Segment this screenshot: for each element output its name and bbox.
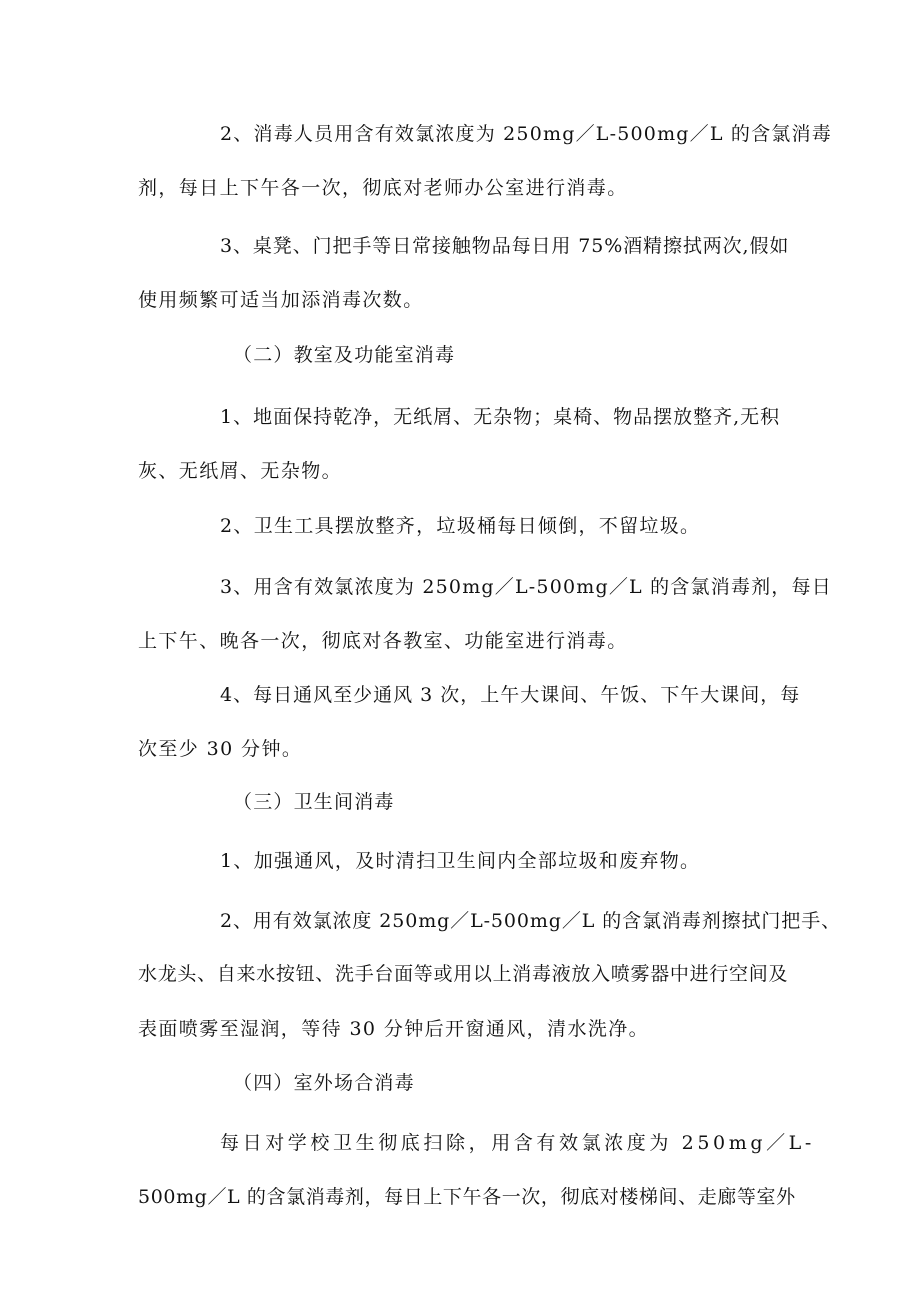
section-heading: （四）室外场合消毒 — [233, 1072, 415, 1094]
paragraph-line: 灰、无纸屑、无杂物。 — [138, 460, 343, 482]
paragraph-line: 表面喷雾至湿润，等待 30 分钟后开窗通风，清水洗净。 — [138, 1018, 650, 1040]
paragraph-line: 2、卫生工具摆放整齐，垃圾桶每日倾倒，不留垃圾。 — [220, 515, 701, 537]
section-heading: （二）教室及功能室消毒 — [233, 344, 456, 366]
paragraph-line: 4、每日通风至少通风 3 次，上午大课间、午饭、下午大课间，每 — [220, 684, 801, 706]
paragraph-line: 次至少 30 分钟。 — [138, 738, 303, 760]
paragraph-line: 500mg／L 的含氯消毒剂，每日上下午各一次，彻底对楼梯间、走廊等室外 — [138, 1186, 796, 1208]
paragraph-line: 水龙头、自来水按钮、洗手台面等或用以上消毒液放入喷雾器中进行空间及 — [138, 963, 789, 985]
paragraph-line: 使用频繁可适当加添消毒次数。 — [138, 289, 424, 311]
paragraph-line: 1、加强通风，及时清扫卫生间内全部垃圾和废弃物。 — [220, 850, 701, 872]
paragraph-line: 2、用有效氯浓度 250mg／L-500mg／L 的含氯消毒剂擦拭门把手、 — [220, 910, 842, 932]
paragraph-line: 每日对学校卫生彻底扫除，用含有效氯浓度为 250mg／L- — [220, 1132, 815, 1154]
paragraph-line: 剂，每日上下午各一次，彻底对老师办公室进行消毒。 — [138, 177, 628, 199]
paragraph-line: 2、消毒人员用含有效氯浓度为 250mg／L-500mg／L 的含氯消毒 — [220, 123, 832, 145]
paragraph-line: 3、桌凳、门把手等日常接触物品每日用 75%酒精擦拭两次,假如 — [220, 235, 790, 257]
paragraph-line: 1、地面保持乾净，无纸屑、无杂物；桌椅、物品摆放整齐,无积 — [220, 406, 781, 428]
section-heading: （三）卫生间消毒 — [233, 791, 395, 813]
paragraph-line: 上下午、晚各一次，彻底对各教室、功能室进行消毒。 — [138, 630, 628, 652]
paragraph-line: 3、用含有效氯浓度为 250mg／L-500mg／L 的含氯消毒剂，每日 — [220, 576, 832, 598]
